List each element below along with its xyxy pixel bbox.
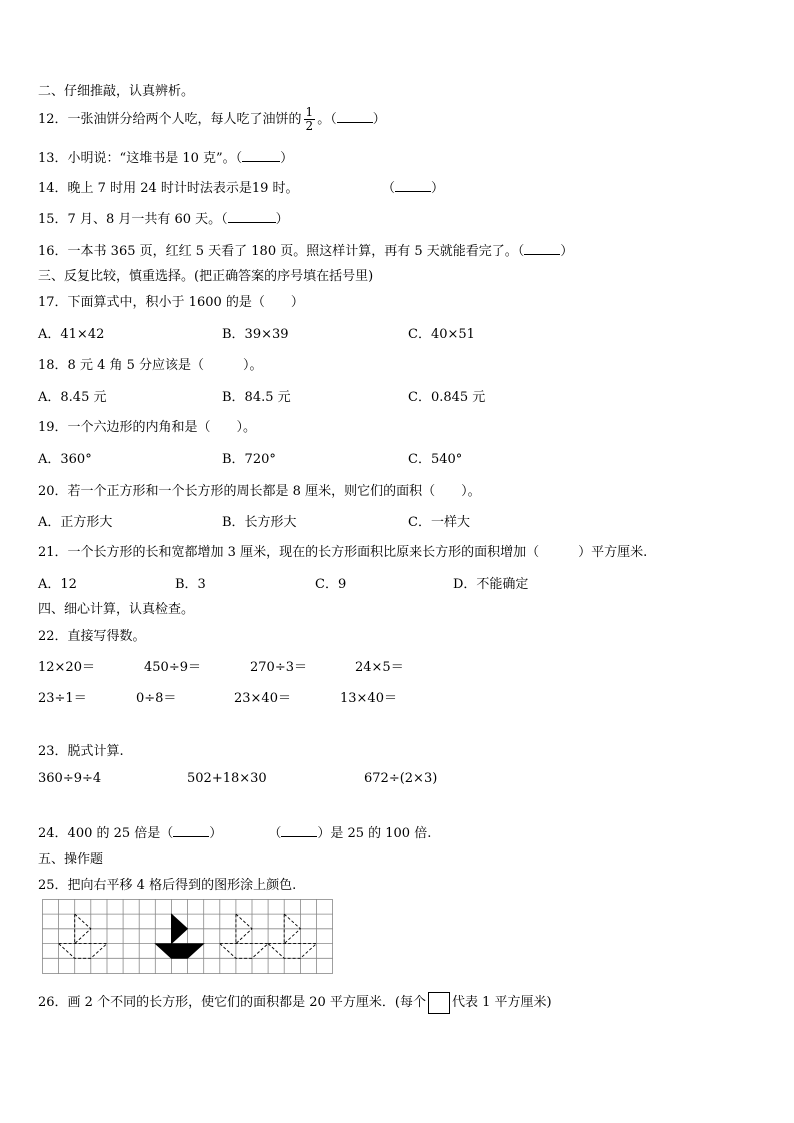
answer-blank[interactable] (228, 222, 276, 223)
q21-option-d[interactable]: D．不能确定 (453, 577, 529, 592)
q22-item: 23×40＝ (234, 691, 291, 706)
question-17-stem: 17．下面算式中，积小于 1600 的是（ ） (38, 295, 304, 310)
q12-text: 12．一张油饼分给两个人吃，每人吃了油饼的 (38, 112, 302, 127)
solid-boat (155, 914, 203, 958)
q18-option-c[interactable]: C．0.845 元 (408, 390, 486, 405)
answer-blank[interactable] (173, 836, 209, 837)
q20-option-a[interactable]: A．正方形大 (38, 515, 113, 530)
question-14: 14．晚上 7 时用 24 时计时法表示是19 时。 (38, 181, 299, 196)
q18-option-a[interactable]: A．8.45 元 (38, 390, 107, 405)
question-16: 16．一本书 365 页，红红 5 天看了 180 页。照这样计算，再有 5 天就能看完了。（ ） (38, 244, 574, 259)
q21-option-b[interactable]: B．3 (175, 577, 206, 592)
section-2-title: 二、仔细推敲，认真辨析。 (38, 84, 195, 99)
question-18-stem: 18．8 元 4 角 5 分应该是（ ）。 (38, 358, 263, 373)
question-20-stem: 20．若一个正方形和一个长方形的周长都是 8 厘米，则它们的面积（ ）。 (38, 484, 481, 499)
question-24: 24．400 的 25 倍是（ ） （ ）是 25 的 100 倍. (38, 826, 432, 841)
q22-item: 13×40＝ (340, 691, 397, 706)
question-15: 15．7 月、8 月一共有 60 天。（ ） (38, 212, 289, 227)
question-19-stem: 19．一个六边形的内角和是（ ）。 (38, 420, 257, 435)
q17-option-b[interactable]: B．39×39 (222, 327, 289, 342)
q21-option-a[interactable]: A．12 (38, 577, 77, 592)
q19-option-b[interactable]: B．720° (222, 452, 276, 467)
q18-option-b[interactable]: B．84.5 元 (222, 390, 291, 405)
q22-item: 270÷3＝ (250, 660, 307, 675)
q21-option-c[interactable]: C．9 (315, 577, 347, 592)
answer-blank[interactable] (281, 836, 317, 837)
answer-blank[interactable] (242, 161, 280, 162)
grid-lines (42, 899, 333, 974)
q23-item: 672÷(2×3) (364, 771, 438, 786)
q23-item: 502+18×30 (187, 771, 267, 786)
unit-square-icon (428, 992, 450, 1014)
translation-grid-figure (42, 899, 334, 975)
q19-option-a[interactable]: A．360° (38, 452, 92, 467)
answer-blank[interactable] (337, 122, 373, 123)
fraction-one-half: $\frac{1}{2}$ (305, 105, 314, 133)
answer-blank[interactable] (524, 254, 560, 255)
q23-item: 360÷9÷4 (38, 771, 102, 786)
question-13: 13．小明说：“这堆书是 10 克”。（ ） (38, 151, 294, 166)
q17-option-c[interactable]: C．40×51 (408, 327, 475, 342)
q14-answer-paren: （ ） (382, 181, 445, 196)
question-23-stem: 23．脱式计算. (38, 744, 124, 759)
q20-option-b[interactable]: B．长方形大 (222, 515, 297, 530)
q22-item: 0÷8＝ (136, 691, 177, 706)
question-25-stem: 25．把向右平移 4 格后得到的图形涂上颜色. (38, 878, 297, 893)
question-26: 26．画 2 个不同的长方形，使它们的面积都是 20 平方厘米．(每个 代表 1 平方厘米) (38, 991, 552, 1015)
section-3-title: 三、反复比较，慎重选择。(把正确答案的序号填在括号里) (38, 269, 374, 284)
question-21-stem: 21．一个长方形的长和宽都增加 3 厘米，现在的长方形面积比原来长方形的面积增加（ ）平方厘米. (38, 545, 648, 560)
q17-option-a[interactable]: A．41×42 (38, 327, 105, 342)
dashed-boat-1 (59, 914, 107, 958)
q22-item: 450÷9＝ (144, 660, 201, 675)
question-12: 12．一张油饼分给两个人吃，每人吃了油饼的 $\frac{1}{2}$ 。（ ） (38, 105, 386, 133)
q20-option-c[interactable]: C．一样大 (408, 515, 470, 530)
q22-item: 23÷1＝ (38, 691, 87, 706)
dashed-boat-2 (220, 914, 268, 958)
q19-option-c[interactable]: C．540° (408, 452, 463, 467)
question-22-stem: 22．直接写得数。 (38, 629, 146, 644)
section-5-title: 五、操作题 (38, 852, 104, 867)
q22-item: 24×5＝ (355, 660, 404, 675)
section-4-title: 四、细心计算，认真检查。 (38, 602, 195, 617)
q22-item: 12×20＝ (38, 660, 95, 675)
answer-blank[interactable] (395, 191, 431, 192)
dashed-boat-3 (268, 914, 316, 958)
